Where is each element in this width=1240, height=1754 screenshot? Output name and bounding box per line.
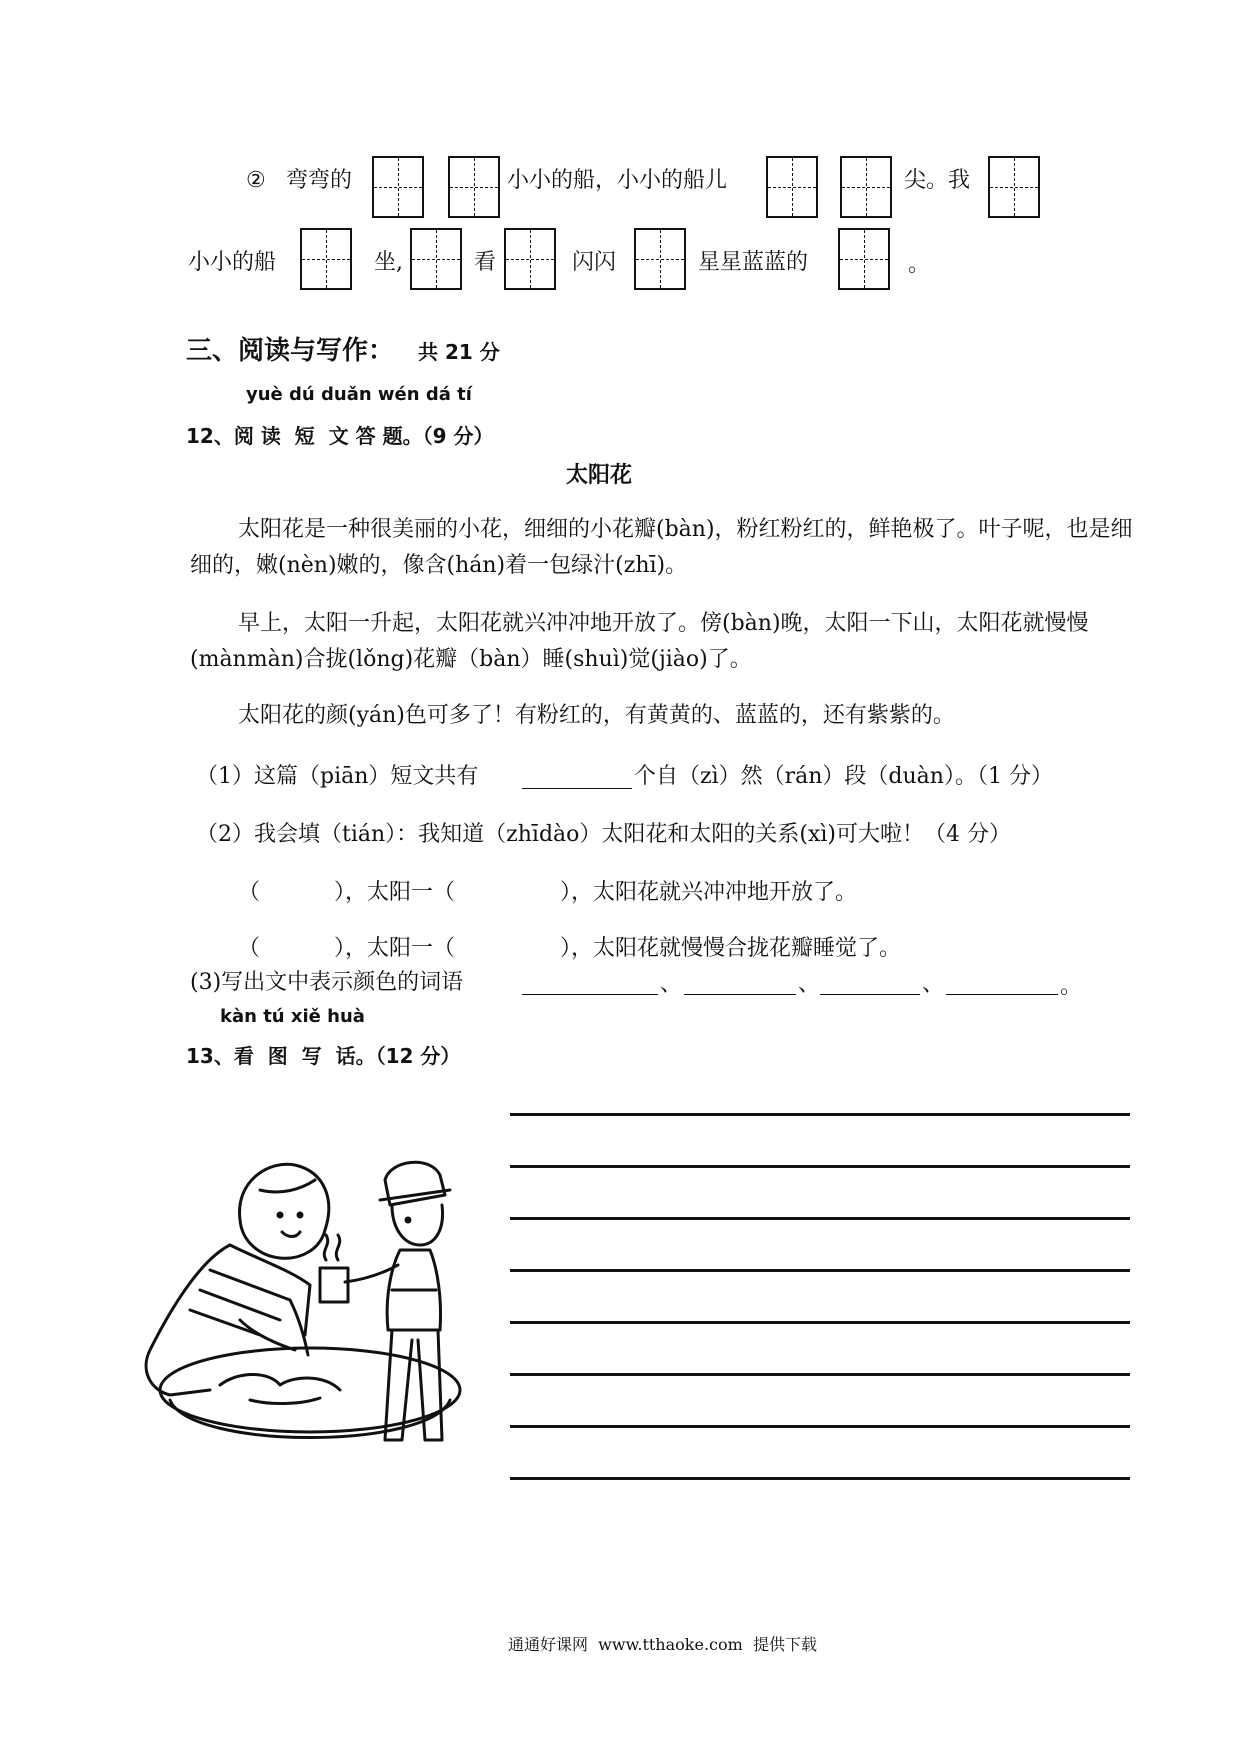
text-segment: 星星蓝蓝的 (698, 250, 809, 275)
paren-open: （ (238, 880, 261, 905)
tian-grid-box[interactable] (300, 228, 352, 290)
writing-line[interactable] (510, 1217, 1130, 1220)
tian-grid-box[interactable] (766, 156, 818, 218)
writing-line[interactable] (510, 1269, 1130, 1272)
sub-question: 个自（zì）然（rán）段（duàn）。（1 分） (634, 764, 1053, 789)
writing-line[interactable] (510, 1477, 1130, 1480)
question-title: 12、阅 读 短 文 答 题。（9 分） (186, 424, 494, 448)
section-score: 共 21 分 (418, 340, 500, 364)
tian-grid-box[interactable] (838, 228, 890, 290)
passage-title: 太阳花 (566, 463, 633, 488)
sub-question: (3)写出文中表示颜色的词语 (190, 970, 464, 995)
passage-paragraph: 早上，太阳一升起，太阳花就兴冲冲地开放了。傍(bàn)晚，太阳一下山，太阳花就慢慢(mànmàn)合拢(lǒng)花瓣（bàn）睡(shuì)觉(jiào)了。 (190, 611, 1089, 672)
answer-blank[interactable] (522, 994, 658, 995)
passage-paragraph: 太阳花是一种很美丽的小花，细细的小花瓣(bàn)，粉红粉红的，鲜艳极了。叶子呢，也是细细的，嫩(nèn)嫩的，像含(hán)着一包绿汁(zhī)。 (190, 517, 1133, 578)
answer-blank[interactable] (820, 994, 920, 995)
separator: 、 (798, 972, 821, 997)
pinyin-line: yuè dú duǎn wén dá tí (246, 384, 472, 405)
writing-line[interactable] (510, 1165, 1130, 1168)
writing-line[interactable] (510, 1113, 1130, 1116)
text-segment: 小小的船，小小的船儿 (507, 168, 728, 193)
answer-blank[interactable] (522, 788, 632, 789)
tian-grid-box[interactable] (634, 228, 686, 290)
tian-grid-box[interactable] (840, 156, 892, 218)
text-segment: 尖。我 (904, 168, 971, 193)
tian-grid-box[interactable] (504, 228, 556, 290)
sub-question: （2）我会填（tián）：我知道（zhīdào）太阳花和太阳的关系(xì)可大啦！（4 分） (196, 822, 1012, 847)
item-number: ② (246, 168, 266, 193)
writing-line[interactable] (510, 1373, 1130, 1376)
tian-grid-box[interactable] (410, 228, 462, 290)
question-title: 13、看 图 写 话。（12 分） (186, 1044, 461, 1068)
text-segment: 闪闪 (572, 250, 617, 275)
pinyin-line: kàn tú xiě huà (220, 1006, 365, 1027)
period: 。 (1060, 974, 1083, 999)
text-segment: ），太阳花就慢慢合拢花瓣睡觉了。 (560, 936, 902, 961)
text-segment: ），太阳花就兴冲冲地开放了。 (560, 880, 858, 905)
text-segment: ），太阳一（ (334, 880, 456, 905)
text-segment: ），太阳一（ (334, 936, 456, 961)
tian-grid-box[interactable] (448, 156, 500, 218)
page-footer: 通通好课网 www.tthaoke.com 提供下载 (508, 1635, 817, 1654)
answer-blank[interactable] (684, 994, 796, 995)
answer-blank[interactable] (946, 994, 1058, 995)
sub-question: （1）这篇（piān）短文共有 (196, 764, 479, 789)
text-segment: 小小的船 (188, 250, 277, 275)
section-title: 三、阅读与写作： (186, 336, 395, 366)
tian-grid-box[interactable] (988, 156, 1040, 218)
tian-grid-box[interactable] (372, 156, 424, 218)
writing-line[interactable] (510, 1321, 1130, 1324)
text-segment: 坐, (374, 250, 403, 275)
text-segment: 看 (474, 250, 497, 275)
writing-line[interactable] (510, 1425, 1130, 1428)
separator: 、 (922, 972, 945, 997)
paren-open: （ (238, 936, 261, 961)
separator: 、 (660, 972, 683, 997)
illustration-mother-and-child (130, 1150, 490, 1470)
text-segment: 弯弯的 (286, 168, 353, 193)
text-segment: 。 (908, 252, 931, 277)
passage-paragraph: 太阳花的颜(yán)色可多了！有粉红的，有黄黄的、蓝蓝的，还有紫紫的。 (238, 703, 955, 728)
